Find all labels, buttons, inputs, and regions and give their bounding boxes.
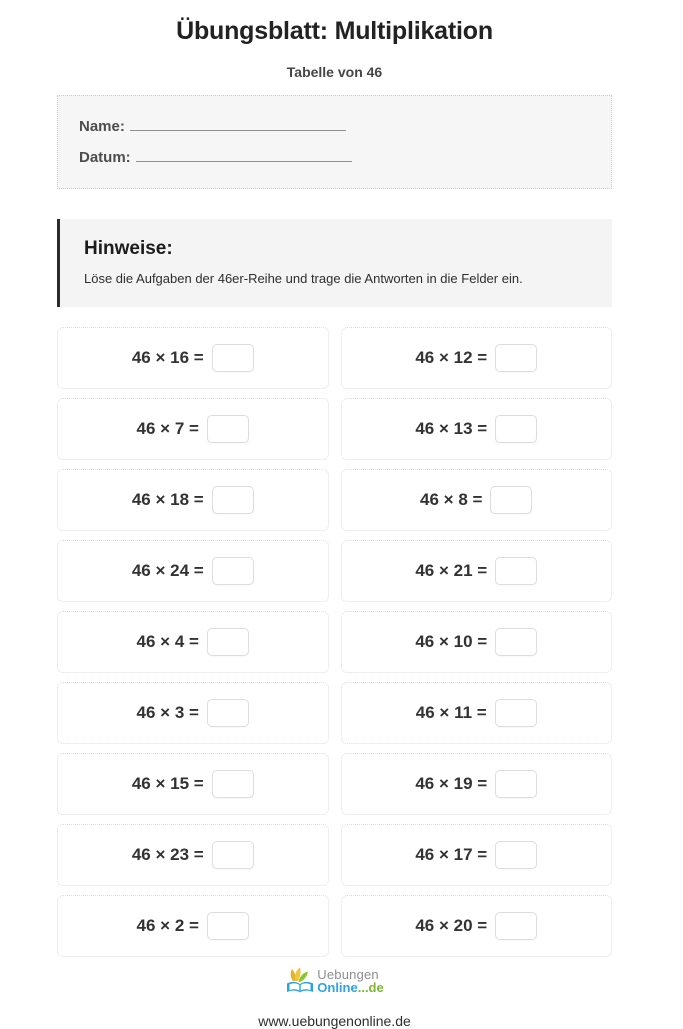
problem-expression: 46 × 21 = [415,561,488,580]
problem-expression: 46 × 13 = [415,419,488,438]
problem-expression: 46 × 7 = [136,419,199,438]
logo [285,965,383,995]
problem-card [57,398,329,460]
problem-expression: 46 × 24 = [131,561,204,580]
logo-word-de: ...de [357,980,384,995]
answer-input[interactable] [490,486,532,514]
name-write-line [130,116,346,131]
problem-card [57,327,329,389]
name-label: Name: [79,118,125,135]
name-row [79,111,590,142]
answer-input[interactable] [207,912,249,940]
problem-card [341,682,613,744]
logo-text [317,965,383,994]
problem-card [341,540,613,602]
answer-input[interactable] [495,841,537,869]
problem-card [57,540,329,602]
problem-expression: 46 × 4 = [136,632,199,651]
problem-card [57,895,329,957]
answer-input[interactable] [495,770,537,798]
date-write-line [136,147,352,162]
problem-expression: 46 × 3 = [136,703,199,722]
problem-card [341,824,613,886]
problem-expression: 46 × 2 = [136,916,199,935]
problem-card [57,753,329,815]
answer-input[interactable] [212,770,254,798]
problem-card [341,611,613,673]
answer-input[interactable] [207,415,249,443]
problem-card [341,895,613,957]
page-subtitle: Tabelle von 46 [286,64,383,80]
problem-expression: 46 × 19 = [415,774,488,793]
date-label: Datum: [79,149,131,166]
answer-input[interactable] [212,557,254,585]
answer-input[interactable] [212,841,254,869]
hints-heading: Hinweise: [84,238,173,259]
answer-input[interactable] [495,415,537,443]
problem-expression: 46 × 18 = [131,490,204,509]
student-info-panel [57,95,612,189]
problem-card [341,327,613,389]
problem-expression: 46 × 10 = [415,632,488,651]
problem-expression: 46 × 16 = [131,348,204,367]
hints-panel [57,219,612,307]
worksheet-page [57,0,612,1029]
problem-expression: 46 × 17 = [415,845,488,864]
problem-card [341,469,613,531]
problem-card [341,753,613,815]
problem-card [341,398,613,460]
answer-input[interactable] [495,628,537,656]
problem-card [57,824,329,886]
problems-grid [57,327,612,957]
footer [57,965,612,1029]
problem-expression: 46 × 11 = [415,703,487,722]
problem-card [57,611,329,673]
logo-word-uebungen: Uebungen [317,967,379,982]
problem-expression: 46 × 23 = [131,845,204,864]
logo-word-online-de [317,981,383,994]
answer-input[interactable] [212,486,254,514]
date-row [79,142,590,173]
open-book-icon [285,965,315,995]
website-url: www.uebungenonline.de [258,1013,411,1029]
answer-input[interactable] [207,628,249,656]
answer-input[interactable] [495,557,537,585]
problem-card [57,469,329,531]
answer-input[interactable] [495,344,537,372]
logo-word-online: Online [317,980,358,995]
answer-input[interactable] [212,344,254,372]
problem-expression: 46 × 15 = [131,774,204,793]
page-title: Übungsblatt: Multiplikation [176,17,493,45]
problem-card [57,682,329,744]
problem-expression: 46 × 12 = [415,348,488,367]
answer-input[interactable] [207,699,249,727]
hints-text: Löse die Aufgaben der 46er-Reihe und trage die Antworten in die Felder ein. [84,271,523,286]
answer-input[interactable] [495,699,537,727]
answer-input[interactable] [495,912,537,940]
problem-expression: 46 × 20 = [415,916,488,935]
problem-expression: 46 × 8 = [420,490,483,509]
